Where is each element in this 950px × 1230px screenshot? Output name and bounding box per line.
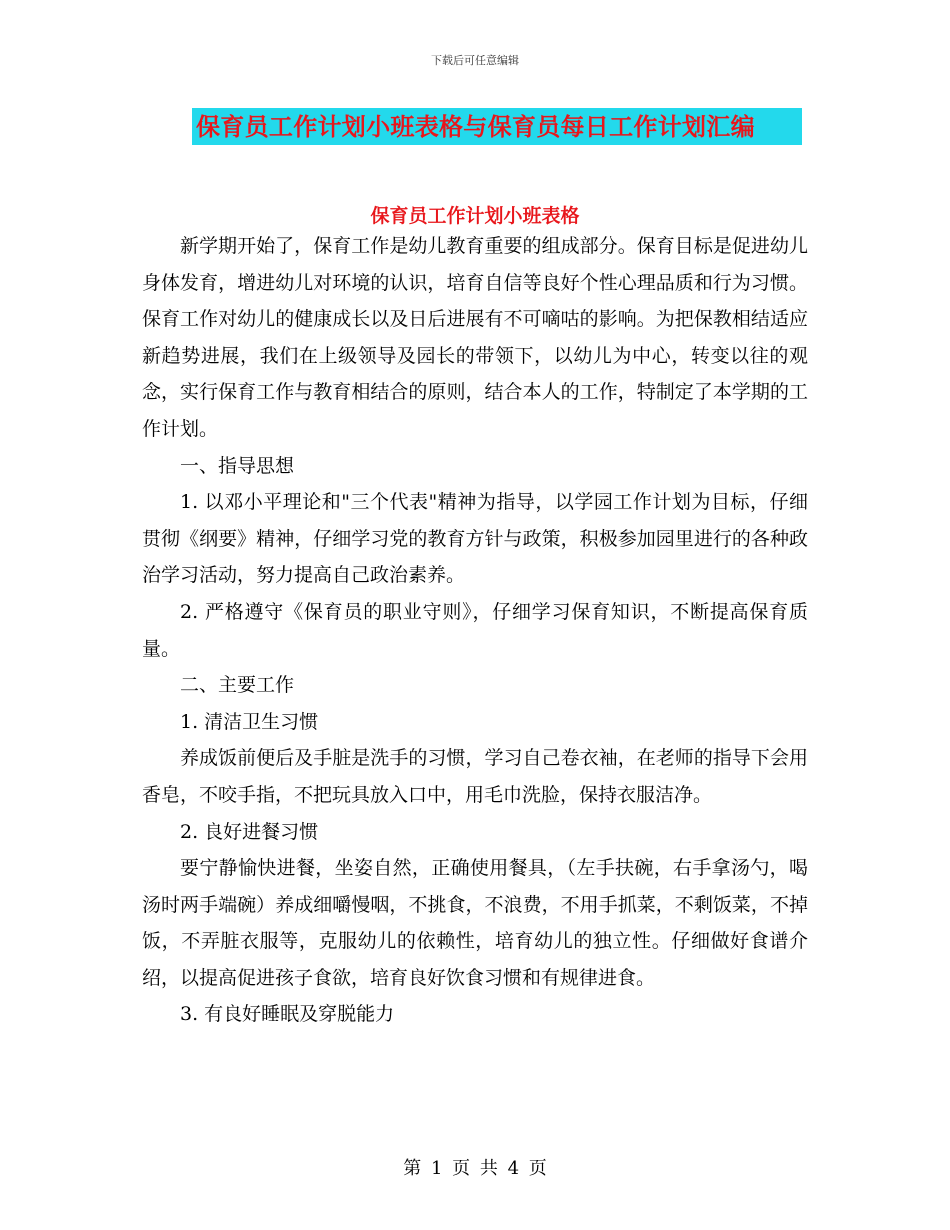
document-body [142,228,808,1033]
paragraph-guiding-1: 1. 以邓小平理论和"三个代表"精神为指导，以学园工作计划为目标，仔细贯彻《纲要》精神，仔细学习党的教育方针与政策，积极参加园里进行的各种政治学习活动，努力提高自己政治素养。 [142,491,808,587]
document-title: 保育员工作计划小班表格与保育员每日工作计划汇编 [192,108,802,145]
paragraph-eating: 要宁静愉快进餐，坐姿自然，正确使用餐具，（左手扶碗，右手拿汤勺，喝汤时两手端碗）养成细嚼慢咽，不挑食，不浪费，不用手抓菜，不剩饭菜，不掉饭，不弄脏衣服等，克服幼儿的依赖性，培育幼儿的独立性。仔细做好食谱介绍，以提高促进孩子食欲，培育良好饮食习惯和有规律进食。 [142,857,808,989]
heading-main-work: 二、主要工作 [180,674,295,697]
paragraph-guiding-2: 2. 严格遵守《保育员的职业守则》，仔细学习保育知识，不断提高保育质量。 [142,600,808,660]
paragraph-hygiene: 养成饭前便后及手脏是洗手的习惯，学习自己卷衣袖，在老师的指导下会用香皂，不咬手指，不把玩具放入口中，用毛巾洗脸，保持衣服洁净。 [142,747,808,806]
header-note: 下载后可任意编辑 [431,54,519,67]
heading-guiding-thought: 一、指导思想 [180,454,295,477]
subheading-eating: 2. 良好进餐习惯 [180,820,319,843]
paragraph-intro: 新学期开始了，保育工作是幼儿教育重要的组成部分。保育目标是促进幼儿身体发育，增进幼儿对环境的认识，培育自信等良好个性心理品质和行为习惯。保育工作对幼儿的健康成长以及日后进展有不可嘀咕的影响。为把保教相结适应新趋势进展，我们在上级领导及园长的带领下，以幼儿为中心，转变以往的观念，实行保育工作与教育相结合的原则，结合本人的工作，特制定了本学期的工作计划。 [142,235,808,440]
subheading-hygiene: 1. 清洁卫生习惯 [180,710,319,733]
section-title: 保育员工作计划小班表格 [370,205,580,227]
subheading-sleep: 3. 有良好睡眠及穿脱能力 [180,1003,395,1026]
page-footer: 第 1 页 共 4 页 [403,1158,547,1179]
